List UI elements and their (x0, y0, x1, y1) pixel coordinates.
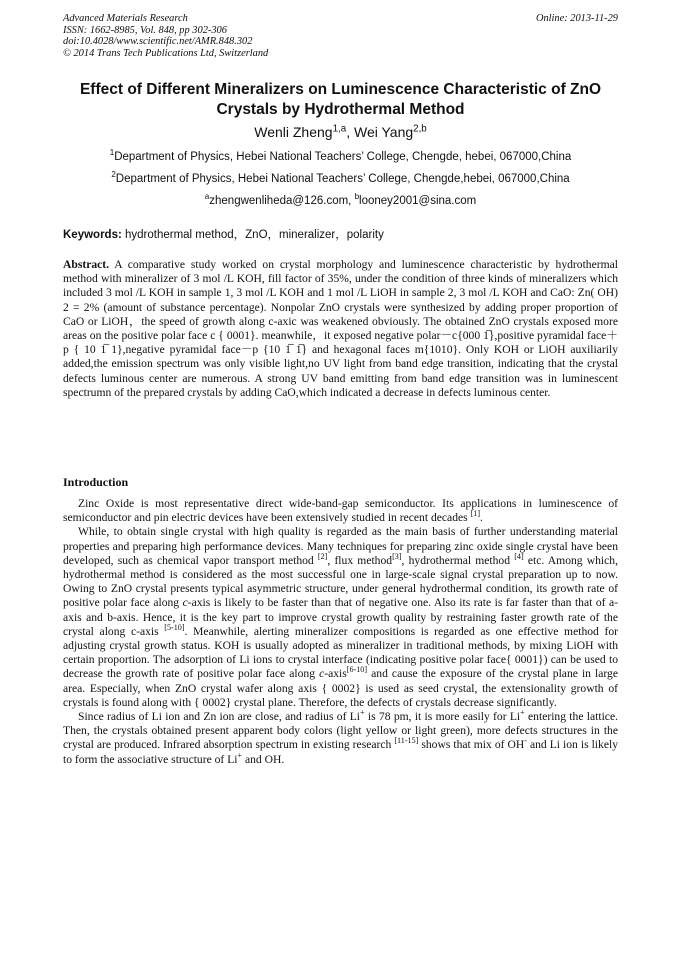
affiliation-sup: 2 (111, 170, 116, 180)
paragraph (63, 710, 618, 767)
citation: [11-15] (394, 736, 419, 746)
text-run: , flux method (327, 553, 393, 567)
text-run: . Meanwhile, alerting mineralizer compositions is regarded as one effective method for adjusting crystal growth status. KOH is usually adopted as mineralizer in traditional methods, by mixing LiOH with certain proportion. The adsorption of Li ions to crystal interface (indicating positive polar face{ 0001}) can be used to decrease the growth rate of positive polar face along (63, 624, 618, 681)
text-run: and Li ion is likely to form the associative structure of Li (63, 738, 618, 766)
affiliation-2 (63, 172, 618, 186)
text-run: and OH. (242, 752, 285, 766)
superscript: - (524, 736, 527, 746)
email-line (63, 194, 618, 208)
issn-line: ISSN: 1662-8985, Vol. 848, pp 302-306 (63, 24, 227, 36)
doi-line: doi:10.4028/www.scientific.net/AMR.848.302 (63, 36, 253, 47)
email-link: zhengwenliheda@126.com, (209, 195, 355, 207)
keywords-text: hydrothermal method，ZnO，mineralizer，polarity (121, 229, 384, 241)
text-run: Zinc Oxide is most representative direct wide-band-gap semiconductor. Its applications in luminescence of semiconductor and pin electric devices have been extensively studied in recent decades (63, 497, 618, 525)
email-link: looney2001@sina.com (359, 195, 477, 207)
author-name: Wei Yang (353, 124, 414, 140)
keywords-label: Keywords: (63, 229, 122, 241)
section-heading-introduction: Introduction (63, 475, 129, 489)
text-run: etc. Among which, hydrothermal method is considered as the most successful one in large-scale signal crystal preparation up to now. Owing to ZnO crystal presents typical asymmetric structure, under general hydrothermal condition, its growth rate of positive polar face along (63, 553, 618, 610)
author-separator: , (346, 124, 354, 140)
superscript: + (237, 750, 243, 760)
citation: [1] (470, 509, 481, 519)
citation: [3] (392, 551, 402, 561)
affiliation-text: Department of Physics, Hebei National Teachers’ College, Chengde, hebei, 067000,China (114, 151, 572, 163)
author-name: Wenli Zheng (254, 124, 333, 140)
abstract-label: Abstract. (63, 258, 110, 271)
italic-term: c (319, 667, 325, 681)
citation: [5-10] (164, 622, 185, 632)
text-run: and cause the exposure of the crystal plane in large area. Especially, when ZnO crystal wafer along axis { 0002} is used as seed crystal, the extensionality growth of crystals is found along with { 0002} crystal plane. Therefore, the defects of crystals decrease significantly. (63, 667, 618, 709)
keywords (63, 228, 618, 242)
journal-header (63, 13, 618, 59)
paper-title: Effect of Different Mineralizers on Luminescence Characteristic of ZnO Crystals by Hydrothermal Method (79, 81, 602, 118)
text-run: -axis is likely to be faster than that of negative one. Also its rate is far faster than that of a-axis and b-axis. Hence, it is the key part to improve crystal growth quality by restraining faster growth rate of the crystal along c-axis (63, 596, 618, 638)
journal-name: Advanced Materials Research (63, 13, 188, 24)
citation: [6-10] (346, 665, 368, 675)
abstract (63, 258, 618, 400)
text-run: Since radius of Li ion and Zn ion are close, and radius of Li (78, 710, 361, 724)
italic-term: c (182, 596, 188, 610)
affiliation-1 (63, 150, 618, 164)
affiliation-sup: 1 (109, 148, 115, 158)
email-sup: b (354, 192, 360, 202)
author-affiliation-sup: 1,a (332, 123, 347, 135)
text-run: is 78 pm, it is more easily for Li (364, 710, 521, 724)
text-run: shows that mix of OH (418, 738, 525, 752)
citation: [2] (317, 551, 328, 561)
author-line (63, 123, 618, 141)
superscript: + (520, 708, 525, 718)
text-run: -axis (324, 667, 347, 681)
copyright-line: © 2014 Trans Tech Publications Ltd, Switzerland (63, 47, 269, 59)
text-run: entering the lattice. Then, the crystals obtained present apparent body colors (light yellow or light green), more defects structures in the crystal are produced. Infrared absorption spectrum in existing research (63, 710, 618, 752)
paragraph (63, 497, 618, 525)
introduction-body (63, 497, 618, 767)
paragraph (63, 525, 618, 710)
superscript: + (360, 708, 365, 718)
text-run: . (480, 511, 483, 525)
online-date: Online: 2013-11-29 (535, 13, 618, 24)
citation: [4] (514, 551, 524, 561)
affiliation-text: Department of Physics, Hebei National Teachers’ College, Chengde,hebei, 067000,China (115, 173, 570, 185)
email-sup: a (204, 192, 210, 202)
text-run: While, to obtain single crystal with high quality is regarded as the main basis of further understanding material properties and preparing high performance devices. Many techniques for preparing zinc oxide single crystal have been developed, such as chemical vapor transport method (63, 525, 618, 567)
text-run: , hydrothermal method (401, 553, 515, 567)
author-affiliation-sup: 2,b (413, 123, 427, 135)
abstract-text: A comparative study worked on crystal morphology and luminescence characteristic by hydrothermal method with mineralizer of 3 mol /L KOH, fill factor of 35%, under the condition of three kinds of mineralizers which included 3 mol /L KOH in sample 1, 3 mol /L KOH and 1 mol /L LiOH in sample 2, 3 mol /L KOH and CaO: Zn( OH) 2 = 2% (amount of substance percentage). Nonpolar ZnO crystals were synthesized by adding proper proportion of CaO or LiOH，the speed of growth along c-axic was weakened obviously. The obtained ZnO crystals exposed more areas on the positive polar face c { 0001}. meanwhile，it exposed negative polar－c{000 1̅},positive pyramidal face＋p { 10 1̅ 1},negative pyramidal face－p {10 1̅ 1̅} and hexagonal faces m{1010}. Only KOH or LiOH auxiliarily added,the emission spectrum was only visible light,no UV light from band edge transition, indicating that the crystal defects luminous center are numerous. A strong UV band emitting from band edge transition was in luminescent spectrumn of the prepared crystals by adding CaO,which indicated a decrease in defects luminous center. (63, 258, 618, 399)
